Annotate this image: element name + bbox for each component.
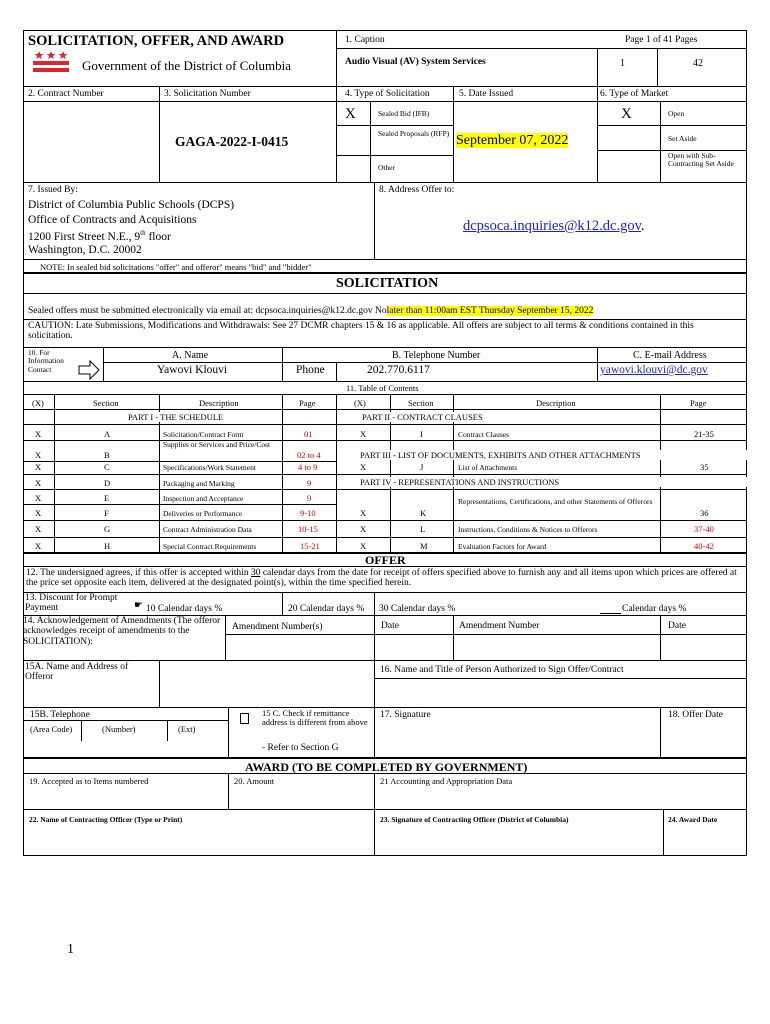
part-2-heading: PART II - CONTRACT CLAUSES [362, 412, 483, 422]
solicitation-number-label: 3. Solicitation Number [164, 89, 251, 99]
page-number: 1 [67, 942, 74, 957]
caution-text: CAUTION: Late Submissions, Modifications and Withdrawals: See 27 DCMR chapters 15 & 16 as applicable. All offers are subject to all terms & conditions contained in this solicitation. [28, 321, 694, 342]
ext-label: (Ext) [178, 724, 196, 734]
contact-email[interactable]: yawovi.klouvi@dc.gov [600, 364, 708, 376]
offer-date-label: 18. Offer Date [668, 710, 723, 720]
address-offer-label: 8. Address Offer to: [379, 185, 455, 195]
form-title: SOLICITATION, OFFER, AND AWARD [28, 33, 285, 49]
contact-name: Yawovi Klouvi [157, 364, 228, 376]
market-mark: X [621, 106, 632, 122]
amendment-date-label-2: Date [668, 621, 686, 631]
offer-paragraph-12: 12. The undersigned agrees, if this offer is accepted within 30 calendar days from the date for receipt of offers specified above to furnish any and all items upon which prices are offered at the price set opposite each item, delivered at the designated point(s), within the time specified herein. [26, 568, 737, 589]
officer-name-label: 22. Name of Contracting Officer (Type or Print) [29, 815, 183, 824]
offer-email[interactable]: dcpsoca.inquiries@k12.dc.gov. [463, 218, 645, 234]
name-label: A. Name [172, 350, 209, 361]
number-label: (Number) [102, 724, 136, 734]
amendment-number-label: Amendment Number [459, 621, 540, 631]
part-3-heading: PART III - LIST OF DOCUMENTS, EXHIBITS AND OTHER ATTACHMENTS [342, 450, 764, 460]
sealed-offers-text: Sealed offers must be submitted electronically via email at: dcpsoca.inquiries@k12.dc.gov Nolater than 11:00am EST Thursday September 15, 2022 [28, 306, 594, 316]
accounting-label: 21 Accounting and Appropriation Data [380, 776, 513, 786]
signature-label: 17. Signature [380, 710, 431, 720]
amendment-numbers-label: Amendment Number(s) [232, 622, 323, 632]
sol-type-ifb: Sealed Bid (IFB) [378, 109, 430, 118]
dc-flag-icon [33, 50, 69, 74]
market-set-aside: Set Aside [668, 134, 697, 143]
issued-by-label: 7. Issued By: [28, 185, 78, 195]
officer-signature-label: 23. Signature of Contracting Officer (District of Columbia) [380, 815, 569, 824]
offer-heading: OFFER [365, 553, 406, 567]
amount-label: 20. Amount [234, 776, 275, 786]
accepted-items-label: 19. Accepted as to Items numbered [29, 776, 149, 786]
toc-header-x-right: (X) [354, 398, 366, 408]
page-info: Page 1 of 41 Pages [625, 35, 698, 45]
discount-label: 13. Discount for Prompt Payment [25, 593, 118, 614]
date-issued: September 07, 2022 [456, 133, 569, 148]
caption-label: 1. Caption [345, 35, 385, 45]
type-of-market-label: 6. Type of Market [600, 89, 669, 99]
refer-section-g: - Refer to Section G [262, 743, 339, 753]
award-date-label: 24. Award Date [668, 815, 718, 824]
discount-10: 10 Calendar days % [146, 604, 223, 614]
government-name: Government of the District of Columbia [82, 58, 292, 73]
toc-label: 11. Table of Contents [346, 383, 419, 393]
toc-header-desc-right: Description [536, 398, 576, 408]
page-to: 42 [693, 58, 703, 69]
solicitation-number: GAGA-2022-I-0415 [175, 134, 289, 149]
sol-type-other: Other [378, 163, 396, 172]
note-text: NOTE: In sealed bid solicitations "offer" and offeror" means "bid" and "bidder" [40, 262, 312, 272]
telephone-label: B. Telephone Number [392, 350, 481, 361]
arrow-right-icon [78, 360, 100, 380]
toc-header-page-left: Page [299, 398, 316, 408]
toc-header-x-left: (X) [32, 398, 44, 408]
issued-line-2: Office of Contracts and Acquisitions [28, 214, 197, 226]
issued-line-3: 1200 First Street N.E., 9th floor [28, 229, 171, 243]
discount-20: 20 Calendar days % [288, 604, 365, 614]
award-heading: AWARD (TO BE COMPLETED BY GOVERNMENT) [245, 760, 528, 774]
telephone-15b-label: 15B. Telephone [30, 710, 90, 720]
issued-line-4: Washington, D.C. 20002 [28, 244, 142, 256]
authorized-person-label: 16. Name and Title of Person Authorized to Sign Offer/Contract [380, 665, 624, 675]
part-1-heading: PART I - THE SCHEDULE [128, 412, 224, 422]
sol-type-mark: X [345, 106, 356, 122]
contact-phone: 202.770.6117 [367, 364, 430, 376]
market-open: Open [668, 109, 685, 118]
toc-header-page-right: Page [690, 398, 707, 408]
remittance-checkbox[interactable] [240, 713, 249, 724]
caption-value: Audio Visual (AV) System Services [345, 57, 486, 67]
phone-word: Phone [296, 364, 325, 376]
pointing-hand-icon: ☛ [134, 600, 143, 611]
email-label: C. E-mail Address [633, 350, 707, 361]
part-4-heading: PART IV - REPRESENTATIONS AND INSTRUCTIONS [342, 477, 764, 487]
issued-line-1: District of Columbia Public Schools (DCPS) [28, 199, 235, 211]
area-code-label: (Area Code) [30, 724, 73, 734]
contract-number-label: 2. Contract Number [28, 89, 104, 99]
amendment-date-label: Date [381, 621, 399, 631]
acknowledgement-label: 14. Acknowledgement of Amendments (The offeror acknowledges receipt of amendments to the SOLICITATION): [23, 616, 221, 647]
page-from: 1 [620, 58, 625, 69]
remittance-check-label: 15 C. Check if remittance address is different from above [262, 708, 368, 728]
toc-header-section-right: Section [408, 398, 434, 408]
type-of-solicitation-label: 4. Type of Solicitation [345, 89, 430, 99]
discount-30: 30 Calendar days % [379, 604, 456, 614]
toc-header-desc-left: Description [199, 398, 239, 408]
info-contact-label: 10. For Information Contact [28, 348, 64, 374]
name-address-offeror-label: 15A. Name and Address of Offeror [25, 662, 129, 683]
market-open-sub: Open with Sub-Contracting Set Aside [668, 151, 734, 169]
toc-header-section-left: Section [93, 398, 119, 408]
solicitation-heading: SOLICITATION [336, 276, 439, 291]
date-issued-label: 5. Date Issued [459, 89, 514, 99]
sol-type-rfp: Sealed Proposals (RFP) [378, 129, 450, 138]
discount-calendar: Calendar days % [622, 604, 687, 614]
